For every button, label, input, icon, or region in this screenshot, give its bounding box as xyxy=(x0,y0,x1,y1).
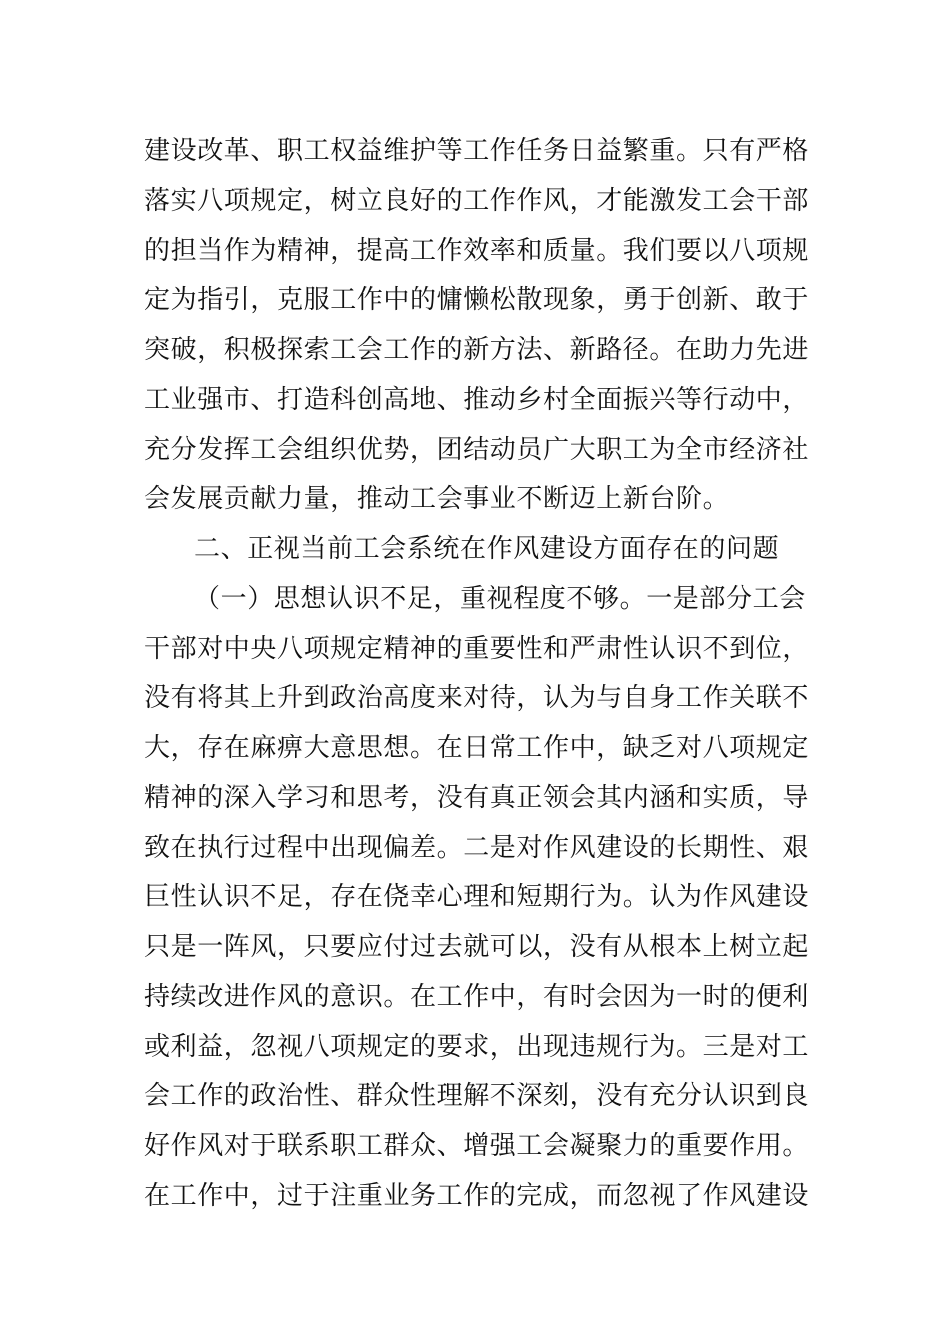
body-line-15: 致在执行过程中出现偏差。二是对作风建设的长期性、艰 xyxy=(144,833,810,863)
body-line-6: 工业强市、打造科创高地、推动乡村全面振兴等行动中， xyxy=(144,385,810,415)
body-line-17: 只是一阵风，只要应付过去就可以，没有从根本上树立起 xyxy=(144,932,810,962)
subsection-heading-line: （一）思想认识不足，重视程度不够。一是部分工会 xyxy=(194,584,806,614)
body-line-13: 大，存在麻痹大意思想。在日常工作中，缺乏对八项规定 xyxy=(144,733,810,763)
body-line-1: 建设改革、职工权益维护等工作任务日益繁重。只有严格 xyxy=(144,136,810,166)
body-line-19: 或利益，忽视八项规定的要求，出现违规行为。三是对工 xyxy=(144,1032,810,1062)
section-heading: 二、正视当前工会系统在作风建设方面存在的问题 xyxy=(194,534,780,564)
body-line-7: 充分发挥工会组织优势，团结动员广大职工为全市经济社 xyxy=(144,435,810,465)
body-line-16: 巨性认识不足，存在侥幸心理和短期行为。认为作风建设 xyxy=(144,882,810,912)
body-line-14: 精神的深入学习和思考，没有真正领会其内涵和实质，导 xyxy=(144,783,810,813)
body-line-22: 在工作中，过于注重业务工作的完成，而忽视了作风建设 xyxy=(144,1181,810,1211)
body-line-3: 的担当作为精神，提高工作效率和质量。我们要以八项规 xyxy=(144,236,810,266)
body-line-20: 会工作的政治性、群众性理解不深刻，没有充分认识到良 xyxy=(144,1081,810,1111)
body-line-11: 干部对中央八项规定精神的重要性和严肃性认识不到位， xyxy=(144,634,810,664)
body-line-4: 定为指引，克服工作中的慵懒松散现象，勇于创新、敢于 xyxy=(144,285,810,315)
body-line-18: 持续改进作风的意识。在工作中，有时会因为一时的便利 xyxy=(144,982,810,1012)
body-line-12: 没有将其上升到政治高度来对待，认为与自身工作关联不 xyxy=(144,683,810,713)
body-line-21: 好作风对于联系职工群众、增强工会凝聚力的重要作用。 xyxy=(144,1131,810,1161)
body-line-5: 突破，积极探索工会工作的新方法、新路径。在助力先进 xyxy=(144,335,810,365)
body-line-8: 会发展贡献力量，推动工会事业不断迈上新台阶。 xyxy=(144,484,730,514)
body-line-2: 落实八项规定，树立良好的工作作风，才能激发工会干部 xyxy=(144,186,810,216)
